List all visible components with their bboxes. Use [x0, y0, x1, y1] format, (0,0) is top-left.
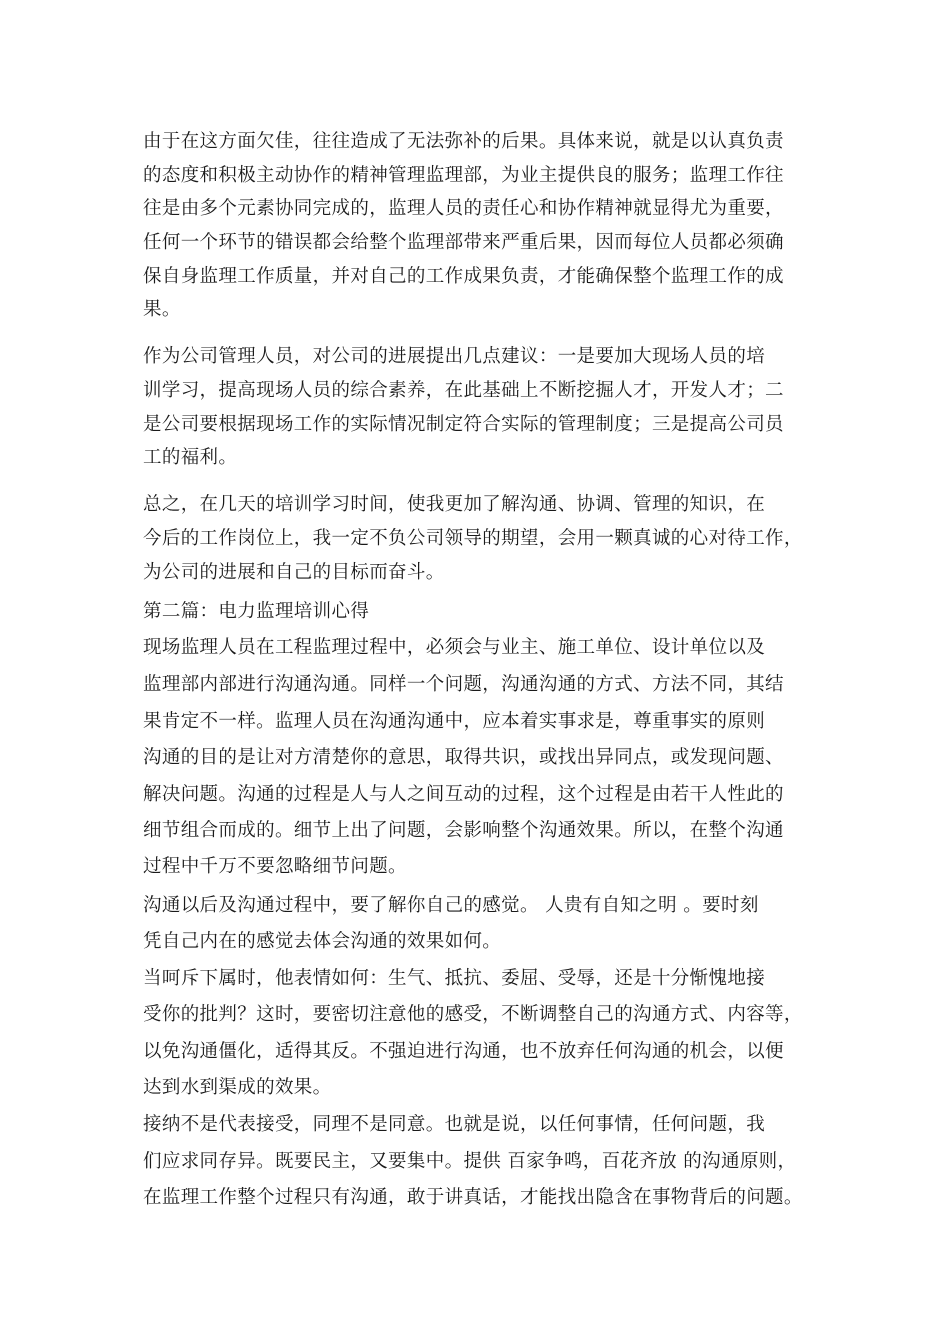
text-line: 训学习，提高现场人员的综合素养，在此基础上不断挖掘人才，开发人才；二	[143, 380, 784, 401]
text-line: 接纳不是代表接受，同理不是同意。也就是说，以任何事情，任何问题，我	[143, 1114, 766, 1135]
text-line: 解决问题。沟通的过程是人与人之间互动的过程，这个过程是由若干人性此的	[143, 784, 784, 805]
section-heading: 第二篇：电力监理培训心得	[143, 601, 370, 622]
text-line: 作为公司管理人员，对公司的进展提出几点建议：一是要加大现场人员的培	[143, 346, 766, 367]
text-line: 在监理工作整个过程只有沟通，敢于讲真话，才能找出隐含在事物背后的问题。	[143, 1187, 803, 1208]
text-line: 是公司要根据现场工作的实际情况制定符合实际的管理制度；三是提高公司员	[143, 414, 784, 435]
text-line: 为公司的进展和自己的目标而奋斗。	[143, 562, 445, 583]
text-line: 果肯定不一样。监理人员在沟通沟通中，应本着实事求是，尊重事实的原则	[143, 711, 766, 732]
text-line: 受你的批判？这时，要密切注意他的感受，不断调整自己的沟通方式、内容等，	[143, 1004, 803, 1025]
text-line: 沟通的目的是让对方清楚你的意思，取得共识，或找出异同点，或发现问题、	[143, 747, 784, 768]
text-line: 当呵斥下属时，他表情如何：生气、抵抗、委屈、受辱，还是十分惭愧地接	[143, 968, 766, 989]
text-line: 工的福利。	[143, 447, 238, 468]
text-line: 今后的工作岗位上，我一定不负公司领导的期望，会用一颗真诚的心对待工作，	[143, 528, 803, 549]
text-line: 任何一个环节的错误都会给整个监理部带来严重后果，因而每位人员都必须确	[143, 232, 784, 253]
text-line: 过程中千万不要忽略细节问题。	[143, 856, 407, 877]
text-line: 以免沟通僵化，适得其反。不强迫进行沟通，也不放弃任何沟通的机会，以便	[143, 1041, 784, 1062]
text-line: 总之，在几天的培训学习时间，使我更加了解沟通、协调、管理的知识，在	[143, 494, 766, 515]
text-line: 往是由多个元素协同完成的，监理人员的责任心和协作精神就显得尤为重要，	[143, 198, 784, 219]
text-line: 保自身监理工作质量，并对自己的工作成果负责，才能确保整个监理工作的成	[143, 266, 784, 287]
text-line: 监理部内部进行沟通沟通。同样一个问题，沟通沟通的方式、方法不同，其结	[143, 674, 784, 695]
text-line: 们应求同存异。既要民主，又要集中。提供 百家争鸣，百花齐放 的沟通原则，	[143, 1151, 797, 1172]
text-line: 果。	[143, 299, 181, 320]
text-line: 凭自己内在的感觉去体会沟通的效果如何。	[143, 931, 502, 952]
text-line: 现场监理人员在工程监理过程中，必须会与业主、施工单位、设计单位以及	[143, 637, 766, 658]
text-line: 达到水到渠成的效果。	[143, 1077, 332, 1098]
text-line: 沟通以后及沟通过程中，要了解你自己的感觉。 人贵有自知之明 。要时刻	[143, 895, 759, 916]
text-line: 细节组合而成的。细节上出了问题，会影响整个沟通效果。所以，在整个沟通	[143, 820, 784, 841]
text-line: 的态度和积极主动协作的精神管理监理部，为业主提供良的服务；监理工作往	[143, 165, 784, 186]
text-line: 由于在这方面欠佳，往往造成了无法弥补的后果。具体来说，就是以认真负责	[143, 131, 784, 152]
